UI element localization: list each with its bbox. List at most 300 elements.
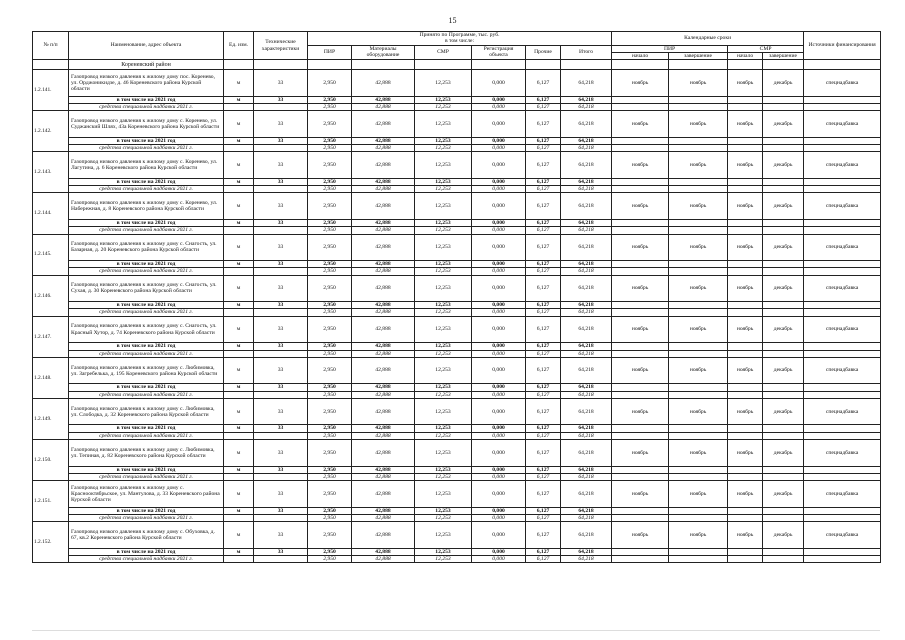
table-row (33, 152, 881, 179)
smr-end-cell: декабрь (763, 234, 804, 261)
empty-cell (763, 96, 804, 103)
tech-cell: 33 (254, 193, 308, 220)
year-row-label: в том числе на 2021 год (69, 507, 224, 514)
table-row (33, 70, 881, 97)
header-pir-start: начало (612, 52, 669, 59)
smr-cell: 12,253 (415, 152, 472, 179)
total-cell: 64,218 (561, 425, 612, 432)
empty-cell (728, 466, 763, 473)
table-row (33, 316, 881, 343)
fund-row-label: средства специальной надбавки 2021 г. (69, 103, 224, 110)
other-cell: 6,127 (526, 514, 561, 521)
other-cell: 6,127 (526, 193, 561, 220)
unit-cell: м (224, 398, 254, 425)
header-pir-end: завершение (669, 52, 728, 59)
pir-end-cell: ноябрь (669, 357, 728, 384)
materials-cell: 42,888 (352, 556, 415, 563)
registration-cell: 0,000 (472, 96, 526, 103)
pir-start-cell: ноябрь (612, 357, 669, 384)
funding-cell: спецнадбавка (804, 111, 881, 138)
empty-cell (804, 302, 881, 309)
empty-cell (728, 137, 763, 144)
pir-end-cell: ноябрь (669, 440, 728, 467)
empty-cell (224, 556, 254, 563)
header-program-label: Принято по Программе, тыс. руб. (419, 32, 500, 38)
materials-cell: 42,888 (352, 193, 415, 220)
fund-row-label: средства специальной надбавки 2021 г. (69, 309, 224, 316)
fund-row (33, 556, 881, 563)
total-cell: 64,218 (561, 432, 612, 439)
table-row (33, 481, 881, 508)
empty-cell (804, 350, 881, 357)
year-row (33, 219, 881, 226)
other-cell: 6,127 (526, 96, 561, 103)
smr-cell: 12,253 (415, 425, 472, 432)
header-funding: Источники финансирования (804, 32, 881, 60)
empty-cell (804, 473, 881, 480)
smr-end-cell: декабрь (763, 357, 804, 384)
empty-cell (612, 343, 669, 350)
unit-cell: м (224, 234, 254, 261)
other-cell: 6,127 (526, 398, 561, 425)
empty-cell (669, 219, 728, 226)
page-number: 15 (448, 16, 457, 25)
registration-cell: 0,000 (472, 111, 526, 138)
smr-cell: 12,253 (415, 193, 472, 220)
registration-cell: 0,000 (472, 466, 526, 473)
registration-cell: 0,000 (472, 145, 526, 152)
total-cell: 64,218 (561, 350, 612, 357)
pir-start-cell: ноябрь (612, 111, 669, 138)
materials-cell: 42,888 (352, 473, 415, 480)
header-tech: Технические характеристики (254, 32, 308, 60)
smr-cell: 12,253 (415, 556, 472, 563)
empty-cell (804, 309, 881, 316)
object-name: Газопровод низкого давления к жилому дому с. Снагость, ул. Базарная, д. 20 Кореневского района Курской области (69, 234, 224, 261)
smr-cell: 12,253 (415, 514, 472, 521)
pir-cell: 2,950 (308, 178, 352, 185)
smr-cell: 12,253 (415, 145, 472, 152)
unit-cell: м (224, 384, 254, 391)
total-cell: 64,218 (561, 316, 612, 343)
total-cell: 64,218 (561, 261, 612, 268)
smr-start-cell: ноябрь (728, 275, 763, 302)
empty-cell (612, 96, 669, 103)
empty-cell (728, 219, 763, 226)
unit-cell: м (224, 178, 254, 185)
empty-cell (763, 178, 804, 185)
smr-end-cell: декабрь (763, 316, 804, 343)
registration-cell: 0,000 (472, 178, 526, 185)
other-cell: 6,127 (526, 268, 561, 275)
empty-cell (254, 227, 308, 234)
empty-cell (804, 384, 881, 391)
empty-cell (669, 186, 728, 193)
empty-cell (763, 548, 804, 555)
pir-start-cell: ноябрь (612, 234, 669, 261)
other-cell: 6,127 (526, 186, 561, 193)
materials-cell: 42,888 (352, 432, 415, 439)
empty-cell (669, 178, 728, 185)
tech-cell: 33 (254, 343, 308, 350)
smr-cell: 12,253 (415, 178, 472, 185)
empty-cell (763, 302, 804, 309)
tech-cell: 33 (254, 398, 308, 425)
other-cell: 6,127 (526, 548, 561, 555)
tech-cell: 33 (254, 178, 308, 185)
other-cell: 6,127 (526, 261, 561, 268)
object-name: Газопровод низкого давления к жилому дому с. Любимовка, ул. Слободка, д. 32 Кореневского района Курской области (69, 398, 224, 425)
empty-cell (612, 227, 669, 234)
header-unit: Ед. изм. (224, 32, 254, 60)
empty-cell (612, 302, 669, 309)
other-cell: 6,127 (526, 302, 561, 309)
smr-start-cell: ноябрь (728, 398, 763, 425)
funding-cell: спецнадбавка (804, 481, 881, 508)
total-cell: 64,218 (561, 391, 612, 398)
empty-cell (254, 145, 308, 152)
year-row (33, 137, 881, 144)
smr-cell: 12,253 (415, 440, 472, 467)
total-cell: 64,218 (561, 302, 612, 309)
table-row (33, 193, 881, 220)
empty-cell (612, 384, 669, 391)
empty-cell (669, 350, 728, 357)
unit-cell: м (224, 548, 254, 555)
other-cell: 6,127 (526, 481, 561, 508)
empty-cell (728, 178, 763, 185)
header-name: Наименование, адрес объекта (69, 32, 224, 60)
materials-cell: 42,888 (352, 234, 415, 261)
materials-cell: 42,888 (352, 514, 415, 521)
total-cell: 64,218 (561, 522, 612, 549)
object-name: Газопровод низкого давления к жилому дому с. Коренево, ул. Набережная, д. 8 Кореневского района Курской области (69, 193, 224, 220)
empty-cell (728, 145, 763, 152)
registration-cell: 0,000 (472, 556, 526, 563)
smr-start-cell: ноябрь (728, 111, 763, 138)
materials-cell: 42,888 (352, 137, 415, 144)
smr-end-cell: декабрь (763, 70, 804, 97)
unit-cell: м (224, 137, 254, 144)
tech-cell: 33 (254, 548, 308, 555)
year-row-label: в том числе на 2021 год (69, 137, 224, 144)
pir-start-cell: ноябрь (612, 70, 669, 97)
total-cell: 64,218 (561, 186, 612, 193)
registration-cell: 0,000 (472, 219, 526, 226)
empty-cell (669, 261, 728, 268)
smr-cell: 12,253 (415, 507, 472, 514)
total-cell: 64,218 (561, 268, 612, 275)
empty-cell (254, 473, 308, 480)
unit-cell: м (224, 425, 254, 432)
year-row (33, 507, 881, 514)
empty-cell (804, 145, 881, 152)
empty-cell (728, 103, 763, 110)
year-row-label: в том числе на 2021 год (69, 219, 224, 226)
registration-cell: 0,000 (472, 227, 526, 234)
smr-end-cell: декабрь (763, 481, 804, 508)
empty-cell (669, 96, 728, 103)
pir-cell: 2,950 (308, 219, 352, 226)
empty-cell (224, 186, 254, 193)
fund-row (33, 514, 881, 521)
registration-cell: 0,000 (472, 152, 526, 179)
empty-cell (728, 473, 763, 480)
empty-cell (728, 391, 763, 398)
empty-cell (612, 261, 669, 268)
other-cell: 6,127 (526, 507, 561, 514)
empty-cell (804, 96, 881, 103)
registration-cell: 0,000 (472, 357, 526, 384)
smr-start-cell: ноябрь (728, 70, 763, 97)
other-cell: 6,127 (526, 178, 561, 185)
object-name: Газопровод низкого давления к жилому дому с. Любимовка, ул. Тепиная, д. 82 Кореневского района Курской области (69, 440, 224, 467)
materials-cell: 42,888 (352, 186, 415, 193)
smr-cell: 12,253 (415, 473, 472, 480)
other-cell: 6,127 (526, 384, 561, 391)
materials-cell: 42,888 (352, 384, 415, 391)
header-num: № п/п (33, 32, 69, 60)
empty-cell (669, 514, 728, 521)
smr-cell: 12,253 (415, 384, 472, 391)
empty-cell (669, 548, 728, 555)
registration-cell: 0,000 (472, 343, 526, 350)
table-row (33, 522, 881, 549)
empty-cell (728, 548, 763, 555)
empty-cell (669, 391, 728, 398)
registration-cell: 0,000 (472, 309, 526, 316)
empty-cell (612, 425, 669, 432)
empty-cell (254, 309, 308, 316)
empty-cell (612, 145, 669, 152)
unit-cell: м (224, 522, 254, 549)
empty-cell (254, 103, 308, 110)
materials-cell: 42,888 (352, 481, 415, 508)
empty-cell (669, 145, 728, 152)
materials-cell: 42,888 (352, 522, 415, 549)
empty-cell (763, 350, 804, 357)
empty-cell (728, 343, 763, 350)
smr-cell: 12,253 (415, 219, 472, 226)
other-cell: 6,127 (526, 309, 561, 316)
header-smr-start: начало (728, 52, 763, 59)
header-cal-pir: ПИР (612, 45, 728, 52)
pir-cell: 2,950 (308, 507, 352, 514)
pir-cell: 2,950 (308, 152, 352, 179)
total-cell: 64,218 (561, 178, 612, 185)
empty-cell (612, 432, 669, 439)
registration-cell: 0,000 (472, 440, 526, 467)
table-row (33, 398, 881, 425)
fund-row (33, 103, 881, 110)
empty-cell (254, 268, 308, 275)
smr-cell: 12,253 (415, 234, 472, 261)
empty-cell (804, 391, 881, 398)
empty-cell (728, 186, 763, 193)
pir-cell: 2,950 (308, 275, 352, 302)
other-cell: 6,127 (526, 473, 561, 480)
pir-cell: 2,950 (308, 309, 352, 316)
materials-cell: 42,888 (352, 227, 415, 234)
object-name: Газопровод низкого давления к жилому дому с. Краснооктябрьское, ул. Мантулова, д. 33 Кореневского района Курской области (69, 481, 224, 508)
smr-cell: 12,253 (415, 309, 472, 316)
funding-cell: спецнадбавка (804, 234, 881, 261)
total-cell: 64,218 (561, 234, 612, 261)
pir-cell: 2,950 (308, 103, 352, 110)
tech-cell: 33 (254, 96, 308, 103)
other-cell: 6,127 (526, 432, 561, 439)
tech-cell: 33 (254, 275, 308, 302)
empty-cell (804, 219, 881, 226)
registration-cell: 0,000 (472, 391, 526, 398)
tech-cell: 33 (254, 507, 308, 514)
empty-cell (224, 473, 254, 480)
empty-cell (763, 309, 804, 316)
smr-cell: 12,253 (415, 432, 472, 439)
total-cell: 64,218 (561, 473, 612, 480)
smr-start-cell: ноябрь (728, 357, 763, 384)
smr-start-cell: ноябрь (728, 316, 763, 343)
year-row (33, 261, 881, 268)
pir-cell: 2,950 (308, 70, 352, 97)
header-program (308, 32, 612, 46)
smr-cell: 12,253 (415, 391, 472, 398)
funding-cell: спецнадбавка (804, 275, 881, 302)
registration-cell: 0,000 (472, 302, 526, 309)
empty-cell (804, 548, 881, 555)
tech-cell: 33 (254, 111, 308, 138)
pir-cell: 2,950 (308, 391, 352, 398)
pir-end-cell: ноябрь (669, 522, 728, 549)
fund-row-label: средства специальной надбавки 2021 г. (69, 514, 224, 521)
pir-cell: 2,950 (308, 137, 352, 144)
object-name: Газопровод низкого давления к жилому дому с. Обуховка, д. 67, кв.2 Кореневского района Курской области (69, 522, 224, 549)
year-row-label: в том числе на 2021 год (69, 96, 224, 103)
smr-cell: 12,253 (415, 227, 472, 234)
pir-start-cell: ноябрь (612, 522, 669, 549)
registration-cell: 0,000 (472, 398, 526, 425)
empty-cell (804, 425, 881, 432)
empty-cell (669, 384, 728, 391)
empty-cell (612, 466, 669, 473)
other-cell: 6,127 (526, 137, 561, 144)
registration-cell: 0,000 (472, 70, 526, 97)
empty-cell (612, 548, 669, 555)
materials-cell: 42,888 (352, 440, 415, 467)
registration-cell: 0,000 (472, 137, 526, 144)
total-cell: 64,218 (561, 548, 612, 555)
empty-cell (728, 425, 763, 432)
smr-start-cell: ноябрь (728, 152, 763, 179)
empty-cell (224, 145, 254, 152)
tech-cell: 33 (254, 152, 308, 179)
pir-end-cell: ноябрь (669, 111, 728, 138)
empty-cell (728, 268, 763, 275)
materials-cell: 42,888 (352, 70, 415, 97)
registration-cell: 0,000 (472, 481, 526, 508)
smr-cell: 12,253 (415, 316, 472, 343)
empty-cell (224, 268, 254, 275)
materials-cell: 42,888 (352, 275, 415, 302)
year-row (33, 96, 881, 103)
pir-cell: 2,950 (308, 227, 352, 234)
smr-start-cell: ноябрь (728, 193, 763, 220)
row-number: 1.2.148. (33, 357, 69, 398)
fund-row (33, 268, 881, 275)
tech-cell: 33 (254, 357, 308, 384)
pir-cell: 2,950 (308, 261, 352, 268)
materials-cell: 42,888 (352, 268, 415, 275)
empty-cell (728, 302, 763, 309)
region-title: Кореневский район (69, 60, 224, 70)
other-cell: 6,127 (526, 103, 561, 110)
empty-cell (224, 391, 254, 398)
pir-cell: 2,950 (308, 522, 352, 549)
empty-cell (763, 343, 804, 350)
materials-cell: 42,888 (352, 96, 415, 103)
row-number: 1.2.146. (33, 275, 69, 316)
object-name: Газопровод низкого давления к жилому дому с. Снагость, ул. Красный Хутор, д. 74 Кореневского района Курской области (69, 316, 224, 343)
pir-cell: 2,950 (308, 186, 352, 193)
unit-cell: м (224, 261, 254, 268)
funding-cell: спецнадбавка (804, 70, 881, 97)
pir-cell: 2,950 (308, 473, 352, 480)
smr-cell: 12,253 (415, 357, 472, 384)
tech-cell: 33 (254, 70, 308, 97)
other-cell: 6,127 (526, 357, 561, 384)
year-row-label: в том числе на 2021 год (69, 384, 224, 391)
empty-cell (669, 302, 728, 309)
total-cell: 64,218 (561, 507, 612, 514)
fund-row (33, 309, 881, 316)
empty-cell (763, 514, 804, 521)
empty-cell (728, 514, 763, 521)
fund-row (33, 473, 881, 480)
other-cell: 6,127 (526, 70, 561, 97)
pir-cell: 2,950 (308, 548, 352, 555)
tech-cell: 33 (254, 440, 308, 467)
total-cell: 64,218 (561, 219, 612, 226)
empty-cell (254, 350, 308, 357)
materials-cell: 42,888 (352, 350, 415, 357)
pir-cell: 2,950 (308, 145, 352, 152)
fund-row (33, 227, 881, 234)
empty-cell (728, 350, 763, 357)
funding-cell: спецнадбавка (804, 522, 881, 549)
empty-cell (224, 309, 254, 316)
registration-cell: 0,000 (472, 316, 526, 343)
registration-cell: 0,000 (472, 268, 526, 275)
bottom-rule (32, 630, 880, 631)
fund-row-label: средства специальной надбавки 2021 г. (69, 227, 224, 234)
empty-cell (763, 425, 804, 432)
empty-cell (224, 350, 254, 357)
empty-cell (763, 556, 804, 563)
fund-row (33, 145, 881, 152)
total-cell: 64,218 (561, 384, 612, 391)
funding-cell: спецнадбавка (804, 357, 881, 384)
row-number: 1.2.144. (33, 193, 69, 234)
empty-cell (763, 473, 804, 480)
table-row (33, 357, 881, 384)
header-cal-smr: СМР (728, 45, 804, 52)
materials-cell: 42,888 (352, 466, 415, 473)
total-cell: 64,218 (561, 152, 612, 179)
empty-cell (728, 432, 763, 439)
pir-end-cell: ноябрь (669, 234, 728, 261)
registration-cell: 0,000 (472, 261, 526, 268)
empty-cell (612, 137, 669, 144)
